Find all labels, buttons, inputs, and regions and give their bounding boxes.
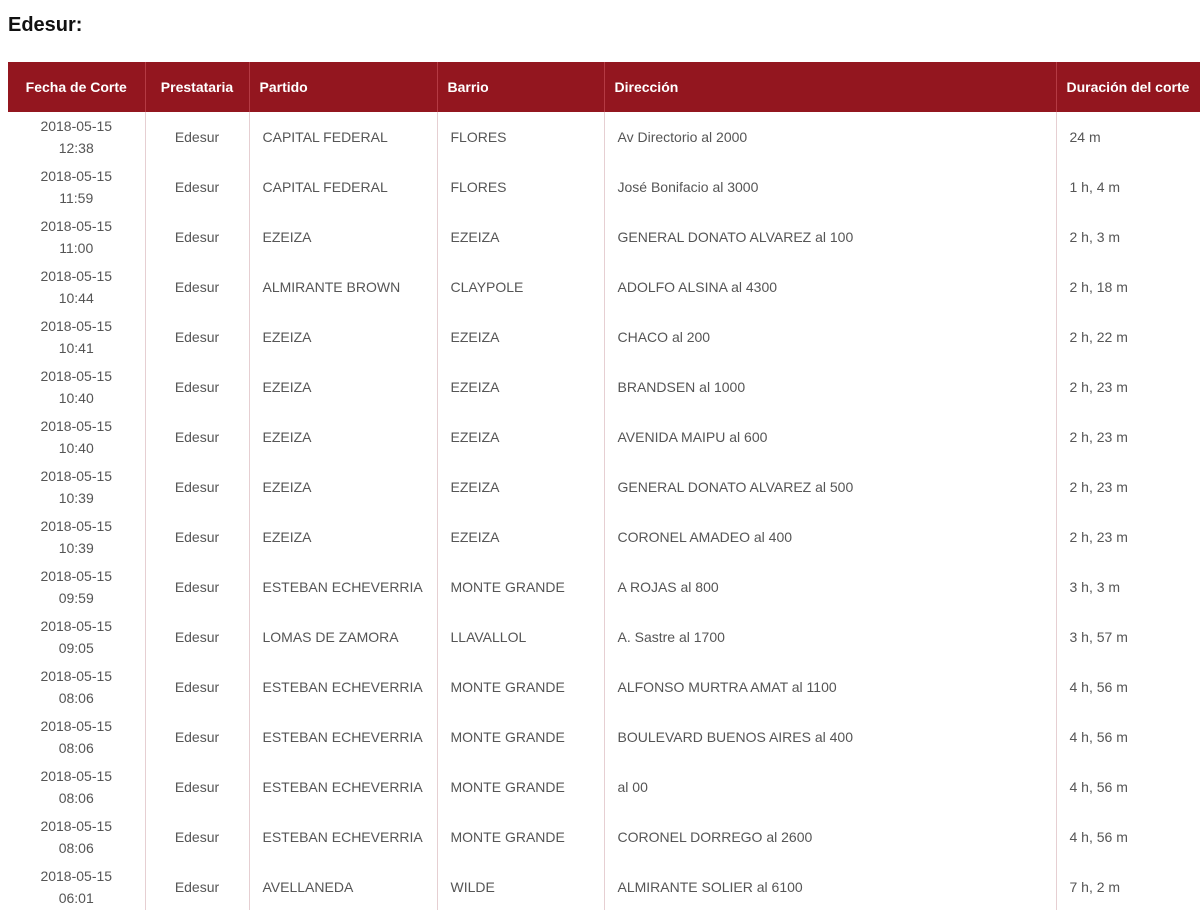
table-row — [8, 362, 1200, 412]
cell-time: 08:06 — [58, 840, 94, 856]
table-row — [8, 162, 1200, 212]
cell-date: 2018-05-15 — [40, 368, 113, 384]
cell-barrio: MONTE GRANDE — [437, 712, 604, 762]
cell-date: 2018-05-15 — [40, 618, 113, 634]
cell-fecha-de-corte — [8, 762, 145, 812]
table-row — [8, 462, 1200, 512]
cell-duracion: 2 h, 23 m — [1069, 429, 1128, 445]
cell-date: 2018-05-15 — [40, 818, 113, 834]
cell-partido: ESTEBAN ECHEVERRIA — [249, 562, 437, 612]
cell-direccion: ALFONSO MURTRA AMAT al 1100 — [604, 662, 1056, 712]
cell-date: 2018-05-15 — [40, 218, 113, 234]
table-row — [8, 862, 1200, 910]
cell-prestataria: Edesur — [145, 412, 249, 462]
cell-fecha-de-corte — [8, 512, 145, 562]
table-row — [8, 562, 1200, 612]
table-row — [8, 512, 1200, 562]
cell-duracion: 4 h, 56 m — [1069, 679, 1128, 695]
cell-time: 12:38 — [58, 140, 94, 156]
cell-duracion: 3 h, 3 m — [1069, 579, 1121, 595]
cell-barrio: EZEIZA — [437, 312, 604, 362]
cell-barrio: LLAVALLOL — [437, 612, 604, 662]
cell-direccion: AVENIDA MAIPU al 600 — [604, 412, 1056, 462]
cell-date: 2018-05-15 — [40, 268, 113, 284]
cell-barrio: EZEIZA — [437, 412, 604, 462]
cell-partido: ESTEBAN ECHEVERRIA — [249, 812, 437, 862]
cell-fecha-de-corte — [8, 812, 145, 862]
cell-direccion: CORONEL AMADEO al 400 — [604, 512, 1056, 562]
cell-time: 08:06 — [58, 740, 94, 756]
cell-prestataria: Edesur — [145, 662, 249, 712]
cell-duracion: 4 h, 56 m — [1069, 779, 1128, 795]
cell-partido: ALMIRANTE BROWN — [249, 262, 437, 312]
cell-date: 2018-05-15 — [40, 118, 113, 134]
table-row — [8, 262, 1200, 312]
cell-fecha-de-corte — [8, 562, 145, 612]
header-duracion[interactable]: Duración del corte — [1066, 79, 1190, 95]
table-header — [8, 62, 1200, 112]
cell-direccion: ALMIRANTE SOLIER al 6100 — [604, 862, 1056, 910]
cell-date: 2018-05-15 — [40, 718, 113, 734]
table-row — [8, 212, 1200, 262]
cell-date: 2018-05-15 — [40, 168, 113, 184]
cell-barrio: MONTE GRANDE — [437, 562, 604, 612]
cell-prestataria: Edesur — [145, 712, 249, 762]
cell-direccion: GENERAL DONATO ALVAREZ al 100 — [604, 212, 1056, 262]
cell-prestataria: Edesur — [145, 512, 249, 562]
cell-direccion: GENERAL DONATO ALVAREZ al 500 — [604, 462, 1056, 512]
cell-fecha-de-corte — [8, 262, 145, 312]
header-barrio[interactable]: Barrio — [437, 62, 604, 112]
cell-fecha-de-corte — [8, 112, 145, 162]
cell-barrio: WILDE — [437, 862, 604, 910]
cell-fecha-de-corte — [8, 412, 145, 462]
section-title: Edesur: — [8, 14, 83, 36]
cell-fecha-de-corte — [8, 612, 145, 662]
table-row — [8, 612, 1200, 662]
cell-prestataria: Edesur — [145, 112, 249, 162]
cell-partido: ESTEBAN ECHEVERRIA — [249, 662, 437, 712]
cell-barrio: EZEIZA — [437, 212, 604, 262]
cell-prestataria: Edesur — [145, 812, 249, 862]
cell-duracion: 2 h, 3 m — [1069, 229, 1121, 245]
cell-prestataria: Edesur — [145, 762, 249, 812]
cell-barrio: MONTE GRANDE — [437, 662, 604, 712]
cell-duracion: 2 h, 23 m — [1069, 529, 1128, 545]
cell-direccion: BRANDSEN al 1000 — [604, 362, 1056, 412]
cell-partido: EZEIZA — [249, 362, 437, 412]
cell-time: 10:40 — [58, 440, 94, 456]
header-prestataria[interactable]: Prestataria — [145, 62, 249, 112]
table-row — [8, 762, 1200, 812]
cell-direccion: Av Directorio al 2000 — [604, 112, 1056, 162]
cell-prestataria: Edesur — [145, 162, 249, 212]
table-body — [8, 112, 1200, 910]
cell-date: 2018-05-15 — [40, 318, 113, 334]
header-partido[interactable]: Partido — [249, 62, 437, 112]
cell-date: 2018-05-15 — [40, 518, 113, 534]
cell-barrio: MONTE GRANDE — [437, 812, 604, 862]
cell-direccion: BOULEVARD BUENOS AIRES al 400 — [604, 712, 1056, 762]
cell-time: 11:59 — [59, 190, 94, 206]
cell-partido: ESTEBAN ECHEVERRIA — [249, 712, 437, 762]
cell-date: 2018-05-15 — [40, 418, 113, 434]
cell-partido: EZEIZA — [249, 462, 437, 512]
cell-fecha-de-corte — [8, 862, 145, 910]
cell-barrio: EZEIZA — [437, 362, 604, 412]
cell-duracion: 2 h, 23 m — [1069, 479, 1128, 495]
cell-direccion: al 00 — [604, 762, 1056, 812]
table-row — [8, 812, 1200, 862]
cell-prestataria: Edesur — [145, 312, 249, 362]
cell-direccion: CHACO al 200 — [604, 312, 1056, 362]
cell-time: 09:05 — [58, 640, 94, 656]
cell-duracion: 7 h, 2 m — [1069, 879, 1121, 895]
cell-time: 10:39 — [58, 490, 94, 506]
cell-direccion: ADOLFO ALSINA al 4300 — [604, 262, 1056, 312]
table-row — [8, 412, 1200, 462]
table-row — [8, 312, 1200, 362]
cell-time: 09:59 — [58, 590, 94, 606]
cell-prestataria: Edesur — [145, 212, 249, 262]
cell-barrio: FLORES — [437, 162, 604, 212]
cell-prestataria: Edesur — [145, 562, 249, 612]
cell-prestataria: Edesur — [145, 262, 249, 312]
cell-partido: AVELLANEDA — [249, 862, 437, 910]
cell-fecha-de-corte — [8, 212, 145, 262]
cell-date: 2018-05-15 — [40, 768, 113, 784]
cell-date: 2018-05-15 — [40, 668, 113, 684]
table-row — [8, 112, 1200, 162]
cell-barrio: EZEIZA — [437, 512, 604, 562]
cell-time: 08:06 — [58, 790, 94, 806]
cell-partido: EZEIZA — [249, 412, 437, 462]
cell-date: 2018-05-15 — [40, 468, 113, 484]
cell-partido: ESTEBAN ECHEVERRIA — [249, 762, 437, 812]
cell-duracion: 24 m — [1069, 129, 1101, 145]
cell-duracion: 4 h, 56 m — [1069, 729, 1128, 745]
cell-barrio: MONTE GRANDE — [437, 762, 604, 812]
cell-partido: EZEIZA — [249, 312, 437, 362]
cell-time: 10:39 — [58, 540, 94, 556]
cell-duracion: 2 h, 23 m — [1069, 379, 1128, 395]
cell-duracion: 4 h, 56 m — [1069, 829, 1128, 845]
cell-time: 11:00 — [59, 240, 94, 256]
cell-time: 06:01 — [58, 890, 94, 906]
cell-prestataria: Edesur — [145, 612, 249, 662]
cell-time: 10:41 — [58, 340, 94, 356]
cell-barrio: CLAYPOLE — [437, 262, 604, 312]
table-row — [8, 662, 1200, 712]
cell-partido: EZEIZA — [249, 512, 437, 562]
header-row — [8, 62, 1200, 112]
cell-direccion: CORONEL DORREGO al 2600 — [604, 812, 1056, 862]
cell-partido: LOMAS DE ZAMORA — [249, 612, 437, 662]
cell-fecha-de-corte — [8, 662, 145, 712]
cell-partido: EZEIZA — [249, 212, 437, 262]
cell-prestataria: Edesur — [145, 362, 249, 412]
cell-fecha-de-corte — [8, 462, 145, 512]
cell-partido: CAPITAL FEDERAL — [249, 162, 437, 212]
cell-duracion: 1 h, 4 m — [1069, 179, 1121, 195]
cell-fecha-de-corte — [8, 312, 145, 362]
cell-fecha-de-corte — [8, 162, 145, 212]
outages-table — [8, 62, 1200, 910]
cell-prestataria: Edesur — [145, 462, 249, 512]
cell-direccion: A. Sastre al 1700 — [604, 612, 1056, 662]
cell-duracion: 2 h, 18 m — [1069, 279, 1128, 295]
cell-fecha-de-corte — [8, 712, 145, 762]
cell-time: 08:06 — [58, 690, 94, 706]
cell-duracion: 3 h, 57 m — [1069, 629, 1128, 645]
table-row — [8, 712, 1200, 762]
header-fecha-de-corte[interactable]: Fecha de Corte — [8, 62, 145, 112]
cell-duracion: 2 h, 22 m — [1069, 329, 1128, 345]
cell-barrio: EZEIZA — [437, 462, 604, 512]
header-direccion[interactable]: Dirección — [604, 62, 1056, 112]
cell-direccion: José Bonifacio al 3000 — [604, 162, 1056, 212]
cell-partido: CAPITAL FEDERAL — [249, 112, 437, 162]
cell-date: 2018-05-15 — [40, 868, 113, 884]
cell-time: 10:40 — [58, 390, 94, 406]
cell-fecha-de-corte — [8, 362, 145, 412]
cell-direccion: A ROJAS al 800 — [604, 562, 1056, 612]
cell-time: 10:44 — [58, 290, 94, 306]
cell-date: 2018-05-15 — [40, 568, 113, 584]
cell-barrio: FLORES — [437, 112, 604, 162]
cell-prestataria: Edesur — [145, 862, 249, 910]
